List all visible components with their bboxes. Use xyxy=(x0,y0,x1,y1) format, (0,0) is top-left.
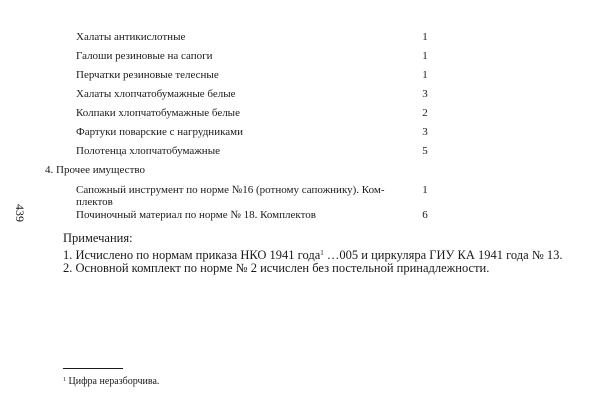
footnote-divider xyxy=(63,368,123,369)
footnote xyxy=(63,374,159,388)
note-1-footnote-marker: 1 xyxy=(320,249,324,257)
item-qty: 1 xyxy=(422,31,428,43)
item-name: Починочный материал по норме № 18. Комплектов xyxy=(76,209,316,221)
item-qty: 1 xyxy=(422,50,428,62)
note-1-text-b: …005 и циркуляра ГИУ КА 1941 года № 13. xyxy=(323,248,563,262)
item-qty: 6 xyxy=(422,209,428,221)
item-qty: 2 xyxy=(422,107,428,119)
item-name: Перчатки резиновые телесные xyxy=(76,69,219,81)
footnote-marker: 1 xyxy=(63,377,66,383)
note-2: 2. Основной комплект по норме № 2 исчислен без постельной принадлежности. xyxy=(63,261,490,275)
item-qty: 1 xyxy=(422,69,428,81)
item-qty: 5 xyxy=(422,145,428,157)
item-qty: 3 xyxy=(422,88,428,100)
section-title: 4. Прочее имущество xyxy=(45,164,145,176)
footnote-text: Цифра неразборчива. xyxy=(66,376,160,387)
item-name: Галоши резиновые на сапоги xyxy=(76,50,213,62)
item-name: Сапожный инструмент по норме №16 (ротному сапожнику). Ком- xyxy=(76,184,385,196)
notes-heading: Примечания: xyxy=(63,231,133,245)
item-name: Фартуки поварские с нагрудниками xyxy=(76,126,243,138)
item-name: Колпаки хлопчатобумажные белые xyxy=(76,107,240,119)
item-name: Халаты антикислотные xyxy=(76,31,186,43)
item-name: Халаты хлопчатобумажные белые xyxy=(76,88,236,100)
item-qty: 3 xyxy=(422,126,428,138)
note-1-text-a: 1. Исчислено по нормам приказа НКО 1941 года xyxy=(63,248,321,262)
item-name: Полотенца хлопчатобумажные xyxy=(76,145,220,157)
item-name-continuation: плектов xyxy=(76,196,113,208)
item-qty: 1 xyxy=(422,184,428,196)
page-number: 439 xyxy=(13,204,27,222)
